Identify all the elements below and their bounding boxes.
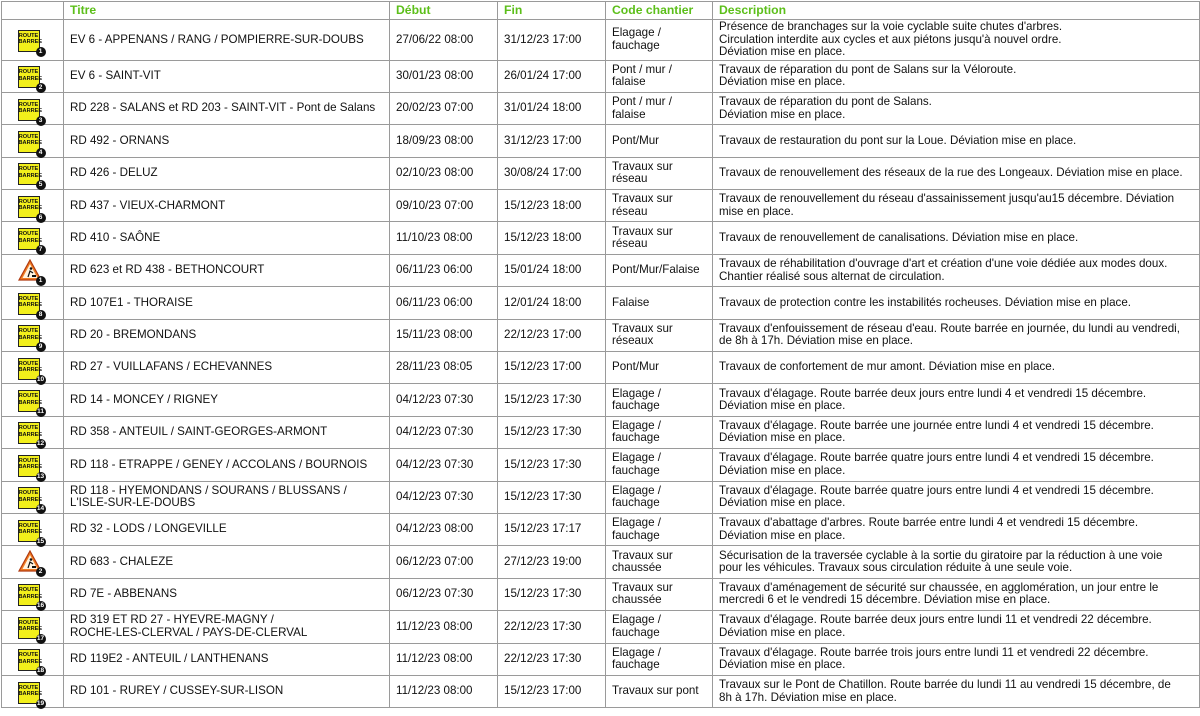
road-closed-sign-icon [18, 520, 45, 545]
row-code-chantier: Travaux sur réseau [606, 157, 713, 189]
header-icon [2, 2, 64, 20]
row-code-chantier: Falaise [606, 287, 713, 319]
sign-route-text: ROUTE [18, 295, 39, 302]
sign-barree-text: BARREE [18, 302, 43, 309]
row-icon-cell [2, 675, 64, 707]
table-row[interactable] [2, 287, 1200, 319]
row-code-chantier: Pont / mur / falaise [606, 60, 713, 92]
table-row[interactable] [2, 513, 1200, 545]
row-icon-cell [2, 287, 64, 319]
sign-barree-text: BARREE [18, 691, 43, 698]
sign-number-badge: 18 [36, 667, 45, 675]
road-closed-sign-icon [18, 293, 43, 318]
row-title: RD 20 - BREMONDANS [64, 319, 390, 351]
row-description: Travaux d'élagage. Route barrée trois jours entre lundi 11 et vendredi 22 décembre. Déviation mise en place. [713, 643, 1200, 675]
row-icon-cell [2, 190, 64, 222]
sign-route-text: ROUTE [18, 393, 39, 400]
row-title: RD 228 - SALANS et RD 203 - SAINT-VIT - Pont de Salans [64, 92, 390, 124]
table-row[interactable] [2, 60, 1200, 92]
sign-route-text: ROUTE [18, 360, 39, 367]
row-code-chantier: Pont/Mur [606, 352, 713, 384]
row-code-chantier: Travaux sur réseaux [606, 319, 713, 351]
row-code-chantier: Travaux sur chaussée [606, 546, 713, 578]
row-icon-cell [2, 20, 64, 61]
sign-route-text: ROUTE [18, 522, 39, 529]
row-end-date: 15/12/23 17:30 [498, 578, 606, 610]
sign-barree-text: BARREE [18, 237, 43, 244]
sign-route-text: ROUTE [18, 101, 39, 108]
row-title: RD 437 - VIEUX-CHARMONT [64, 190, 390, 222]
sign-route-text: ROUTE [18, 652, 39, 659]
row-description: Travaux de protection contre les instabilités rocheuses. Déviation mise en place. [713, 287, 1200, 319]
road-closed-sign-icon [18, 682, 45, 707]
sign-number-badge: 1 [36, 47, 46, 57]
sign-barree-text: BARREE [18, 464, 43, 471]
table-row[interactable] [2, 190, 1200, 222]
row-title: RD 118 - HYEMONDANS / SOURANS / BLUSSANS / L'ISLE-SUR-LE-DOUBS [64, 481, 390, 513]
table-row[interactable] [2, 352, 1200, 384]
table-row[interactable] [2, 578, 1200, 610]
sign-barree-text: BARREE [18, 626, 43, 633]
sign-number-badge: 12 [36, 440, 45, 448]
row-title: RD 119E2 - ANTEUIL / LANTHENANS [64, 643, 390, 675]
roadworks-sign-icon [17, 550, 43, 574]
sign-barree-text: BARREE [18, 39, 43, 46]
row-start-date: 04/12/23 07:30 [390, 384, 498, 416]
sign-barree-text: BARREE [18, 431, 43, 438]
table-row[interactable] [2, 449, 1200, 481]
row-description: Travaux d'élagage. Route barrée deux jours entre lundi 4 et vendredi 15 décembre. Déviation mise en place. [713, 384, 1200, 416]
sign-number-badge: 15 [36, 537, 45, 545]
row-end-date: 22/12/23 17:00 [498, 319, 606, 351]
row-title: RD 426 - DELUZ [64, 157, 390, 189]
row-start-date: 11/12/23 08:00 [390, 675, 498, 707]
sign-number-badge: 6 [36, 213, 46, 223]
row-end-date: 30/08/24 17:00 [498, 157, 606, 189]
row-description: Sécurisation de la traversée cyclable à la sortie du giratoire par la réduction à une voie pour les véhicules. Travaux sous circulation réduite à une seule voie. [713, 546, 1200, 578]
table-row[interactable] [2, 125, 1200, 157]
table-row[interactable] [2, 254, 1200, 286]
sign-route-text: ROUTE [18, 69, 39, 76]
sign-number-badge: 16 [36, 602, 45, 610]
row-code-chantier: Elagage / fauchage [606, 643, 713, 675]
sign-barree-text: BARREE [18, 367, 43, 374]
row-start-date: 11/12/23 08:00 [390, 611, 498, 643]
row-title: RD 107E1 - THORAISE [64, 287, 390, 319]
row-start-date: 04/12/23 08:00 [390, 513, 498, 545]
sign-number-badge: 10 [36, 375, 45, 383]
row-end-date: 22/12/23 17:30 [498, 643, 606, 675]
row-start-date: 02/10/23 08:00 [390, 157, 498, 189]
row-end-date: 15/12/23 17:00 [498, 352, 606, 384]
sign-number-badge: 3 [36, 116, 46, 126]
row-icon-cell [2, 222, 64, 254]
row-icon-cell [2, 513, 64, 545]
row-icon-cell [2, 157, 64, 189]
road-closed-sign-icon [18, 390, 44, 416]
row-code-chantier: Elagage / fauchage [606, 384, 713, 416]
header-fin[interactable]: Fin [498, 2, 606, 20]
sign-number-badge: 9 [36, 342, 46, 352]
row-start-date: 04/12/23 07:30 [390, 481, 498, 513]
row-description: Travaux de renouvellement du réseau d'assainissement jusqu'au15 décembre. Déviation mise en place. [713, 190, 1200, 222]
sign-number-badge: 4 [36, 148, 46, 158]
row-icon-cell [2, 384, 64, 416]
row-title: RD 492 - ORNANS [64, 125, 390, 157]
header-description[interactable]: Description [713, 2, 1200, 20]
row-title: RD 101 - RUREY / CUSSEY-SUR-LISON [64, 675, 390, 707]
row-code-chantier: Pont / mur / falaise [606, 92, 713, 124]
row-title: RD 358 - ANTEUIL / SAINT-GEORGES-ARMONT [64, 416, 390, 448]
row-icon-cell [2, 416, 64, 448]
row-code-chantier: Elagage / fauchage [606, 513, 713, 545]
sign-route-text: ROUTE [18, 133, 39, 140]
sign-barree-text: BARREE [18, 205, 43, 212]
row-icon-cell [2, 481, 64, 513]
table-row[interactable] [2, 157, 1200, 189]
row-description: Travaux de renouvellement de canalisations. Déviation mise en place. [713, 222, 1200, 254]
row-title: RD 7E - ABBENANS [64, 578, 390, 610]
row-end-date: 15/12/23 17:30 [498, 416, 606, 448]
road-closed-sign-icon [18, 30, 43, 55]
row-description: Travaux d'aménagement de sécurité sur chaussée, en agglomération, un jour entre le mercredi 6 et le vendredi 15 décembre. Déviation mise en place. [713, 578, 1200, 610]
sign-barree-text: BARREE [18, 496, 43, 503]
row-title: EV 6 - SAINT-VIT [64, 60, 390, 92]
row-title: RD 410 - SAÔNE [64, 222, 390, 254]
road-closed-sign-icon [18, 487, 45, 513]
table-row[interactable] [2, 416, 1200, 448]
row-icon-cell [2, 254, 64, 286]
sign-barree-text: BARREE [18, 172, 43, 179]
row-code-chantier: Travaux sur réseau [606, 190, 713, 222]
sign-route-text: ROUTE [18, 231, 39, 238]
row-icon-cell [2, 352, 64, 384]
row-icon-cell [2, 125, 64, 157]
row-start-date: 06/11/23 06:00 [390, 287, 498, 319]
row-start-date: 11/10/23 08:00 [390, 222, 498, 254]
row-title: RD 683 - CHALEZE [64, 546, 390, 578]
row-title: RD 27 - VUILLAFANS / ECHEVANNES [64, 352, 390, 384]
sign-route-text: ROUTE [18, 619, 39, 626]
row-end-date: 15/12/23 18:00 [498, 190, 606, 222]
row-end-date: 31/01/24 18:00 [498, 92, 606, 124]
roadworks-sign-icon [17, 259, 43, 283]
row-title: RD 319 ET RD 27 - HYEVRE-MAGNY / ROCHE-LES-CLERVAL / PAYS-DE-CLERVAL [64, 611, 390, 643]
table-row[interactable] [2, 481, 1200, 513]
row-start-date: 06/12/23 07:00 [390, 546, 498, 578]
sign-number-badge: 2 [36, 83, 46, 93]
sign-route-text: ROUTE [18, 684, 39, 691]
row-icon-cell [2, 319, 64, 351]
sign-route-text: ROUTE [18, 166, 39, 173]
row-description: Travaux de réparation du pont de Salans. Déviation mise en place. [713, 92, 1200, 124]
row-end-date: 15/12/23 17:30 [498, 481, 606, 513]
sign-number-badge: 13 [36, 472, 45, 480]
row-start-date: 28/11/23 08:05 [390, 352, 498, 384]
row-end-date: 12/01/24 18:00 [498, 287, 606, 319]
row-code-chantier: Travaux sur pont [606, 675, 713, 707]
sign-barree-text: BARREE [18, 399, 43, 406]
row-icon-cell [2, 60, 64, 92]
row-end-date: 27/12/23 19:00 [498, 546, 606, 578]
table-row[interactable] [2, 384, 1200, 416]
road-closed-sign-icon [18, 99, 43, 124]
row-end-date: 15/12/23 17:30 [498, 449, 606, 481]
row-start-date: 18/09/23 08:00 [390, 125, 498, 157]
table-row[interactable] [2, 546, 1200, 578]
row-end-date: 31/12/23 17:00 [498, 125, 606, 157]
road-closed-sign-icon [18, 649, 45, 675]
row-start-date: 27/06/22 08:00 [390, 20, 498, 61]
row-code-chantier: Elagage / fauchage [606, 20, 713, 61]
roadworks-table [1, 1, 1200, 708]
row-end-date: 15/12/23 17:00 [498, 675, 606, 707]
road-closed-sign-icon [18, 66, 43, 92]
road-closed-sign-icon [18, 584, 45, 610]
row-end-date: 15/01/24 18:00 [498, 254, 606, 286]
table-row[interactable] [2, 643, 1200, 675]
row-code-chantier: Elagage / fauchage [606, 416, 713, 448]
road-closed-sign-icon [18, 163, 43, 189]
row-icon-cell [2, 643, 64, 675]
table-row[interactable] [2, 319, 1200, 351]
table-body [2, 20, 1200, 708]
sign-barree-text: BARREE [18, 108, 43, 115]
row-start-date: 11/12/23 08:00 [390, 643, 498, 675]
road-closed-sign-icon [18, 196, 43, 221]
sign-number-badge: 7 [36, 245, 46, 255]
sign-barree-text: BARREE [18, 140, 43, 147]
row-description: Travaux d'élagage. Route barrée quatre jours entre lundi 4 et vendredi 15 décembre. Déviation mise en place. [713, 449, 1200, 481]
table-row[interactable] [2, 222, 1200, 254]
row-description: Travaux de confortement de mur amont. Déviation mise en place. [713, 352, 1200, 384]
row-title: RD 14 - MONCEY / RIGNEY [64, 384, 390, 416]
sign-barree-text: BARREE [18, 593, 43, 600]
sign-barree-text: BARREE [18, 334, 43, 341]
row-description: Travaux d'élagage. Route barrée deux jours entre lundi 11 et vendredi 22 décembre. Déviation mise en place. [713, 611, 1200, 643]
table-row[interactable] [2, 675, 1200, 707]
row-start-date: 09/10/23 07:00 [390, 190, 498, 222]
row-icon-cell [2, 611, 64, 643]
sign-number-badge: 1 [36, 276, 46, 286]
road-closed-sign-icon [18, 131, 43, 156]
row-title: RD 118 - ETRAPPE / GENEY / ACCOLANS / BOURNOIS [64, 449, 390, 481]
row-description: Travaux de restauration du pont sur la Loue. Déviation mise en place. [713, 125, 1200, 157]
row-code-chantier: Pont/Mur/Falaise [606, 254, 713, 286]
sign-route-text: ROUTE [18, 490, 39, 497]
road-closed-sign-icon [18, 358, 45, 383]
table-row[interactable] [2, 92, 1200, 124]
row-description: Travaux d'élagage. Route barrée quatre jours entre lundi 4 et vendredi 15 décembre. Déviation mise en place. [713, 481, 1200, 513]
road-closed-sign-icon [18, 617, 45, 642]
row-description: Travaux d'élagage. Route barrée une journée entre lundi 4 et vendredi 15 décembre. Déviation mise en place. [713, 416, 1200, 448]
sign-barree-text: BARREE [18, 75, 43, 82]
row-end-date: 15/12/23 17:30 [498, 384, 606, 416]
sign-number-badge: 8 [36, 310, 46, 320]
row-icon-cell [2, 449, 64, 481]
row-description: Travaux de réhabilitation d'ouvrage d'art et création d'une voie dédiée aux modes doux. Chantier réalisé sous alternat de circulation. [713, 254, 1200, 286]
row-description: Travaux de renouvellement des réseaux de la rue des Longeaux. Déviation mise en place. [713, 157, 1200, 189]
sign-number-badge: 14 [36, 505, 45, 513]
sign-route-text: ROUTE [18, 198, 39, 205]
row-start-date: 20/02/23 07:00 [390, 92, 498, 124]
row-code-chantier: Travaux sur réseau [606, 222, 713, 254]
row-icon-cell [2, 578, 64, 610]
row-start-date: 06/12/23 07:30 [390, 578, 498, 610]
sign-route-text: ROUTE [18, 425, 39, 432]
row-end-date: 15/12/23 18:00 [498, 222, 606, 254]
sign-number-badge: 19 [36, 699, 45, 707]
row-description: Travaux sur le Pont de Chatillon. Route barrée du lundi 11 au vendredi 15 décembre, de 8h à 17h. Déviation mise en place. [713, 675, 1200, 707]
row-title: RD 32 - LODS / LONGEVILLE [64, 513, 390, 545]
road-closed-sign-icon [18, 228, 43, 254]
row-title: EV 6 - APPENANS / RANG / POMPIERRE-SUR-DOUBS [64, 20, 390, 61]
row-code-chantier: Elagage / fauchage [606, 449, 713, 481]
row-description: Présence de branchages sur la voie cyclable suite chutes d'arbres. Circulation interdite aux cycles et aux piétons jusqu'à nouvel ordre. Déviation mise en place. [713, 20, 1200, 61]
header-debut[interactable]: Début [390, 2, 498, 20]
row-start-date: 04/12/23 07:30 [390, 416, 498, 448]
sign-route-text: ROUTE [18, 32, 39, 39]
row-end-date: 26/01/24 17:00 [498, 60, 606, 92]
sign-number-badge: 2 [36, 567, 46, 577]
row-start-date: 30/01/23 08:00 [390, 60, 498, 92]
road-closed-sign-icon [18, 325, 43, 351]
sign-barree-text: BARREE [18, 529, 43, 536]
road-closed-sign-icon [18, 455, 45, 480]
sign-number-badge: 5 [36, 180, 46, 190]
row-icon-cell [2, 546, 64, 578]
sign-route-text: ROUTE [18, 587, 39, 594]
road-closed-sign-icon [18, 422, 45, 448]
header-titre[interactable]: Titre [64, 2, 390, 20]
row-description: Travaux d'abattage d'arbres. Route barrée entre lundi 4 et vendredi 15 décembre. Déviation mise en place. [713, 513, 1200, 545]
row-icon-cell [2, 92, 64, 124]
row-end-date: 22/12/23 17:30 [498, 611, 606, 643]
row-start-date: 15/11/23 08:00 [390, 319, 498, 351]
row-code-chantier: Elagage / fauchage [606, 481, 713, 513]
sign-number-badge: 11 [37, 408, 44, 416]
table-header-row [2, 2, 1200, 20]
row-start-date: 06/11/23 06:00 [390, 254, 498, 286]
table-row[interactable] [2, 611, 1200, 643]
row-description: Travaux d'enfouissement de réseau d'eau. Route barrée en journée, du lundi au vendredi, de 8h à 17h. Déviation mise en place. [713, 319, 1200, 351]
sign-route-text: ROUTE [18, 457, 39, 464]
row-end-date: 15/12/23 17:17 [498, 513, 606, 545]
row-start-date: 04/12/23 07:30 [390, 449, 498, 481]
row-code-chantier: Travaux sur chaussée [606, 578, 713, 610]
sign-number-badge: 17 [36, 634, 45, 642]
row-end-date: 31/12/23 17:00 [498, 20, 606, 61]
row-code-chantier: Pont/Mur [606, 125, 713, 157]
header-code-chantier[interactable]: Code chantier [606, 2, 713, 20]
row-title: RD 623 et RD 438 - BETHONCOURT [64, 254, 390, 286]
row-code-chantier: Elagage / fauchage [606, 611, 713, 643]
sign-route-text: ROUTE [18, 328, 39, 335]
table-row[interactable] [2, 20, 1200, 61]
sign-barree-text: BARREE [18, 658, 43, 665]
row-description: Travaux de réparation du pont de Salans sur la Véloroute. Déviation mise en place. [713, 60, 1200, 92]
